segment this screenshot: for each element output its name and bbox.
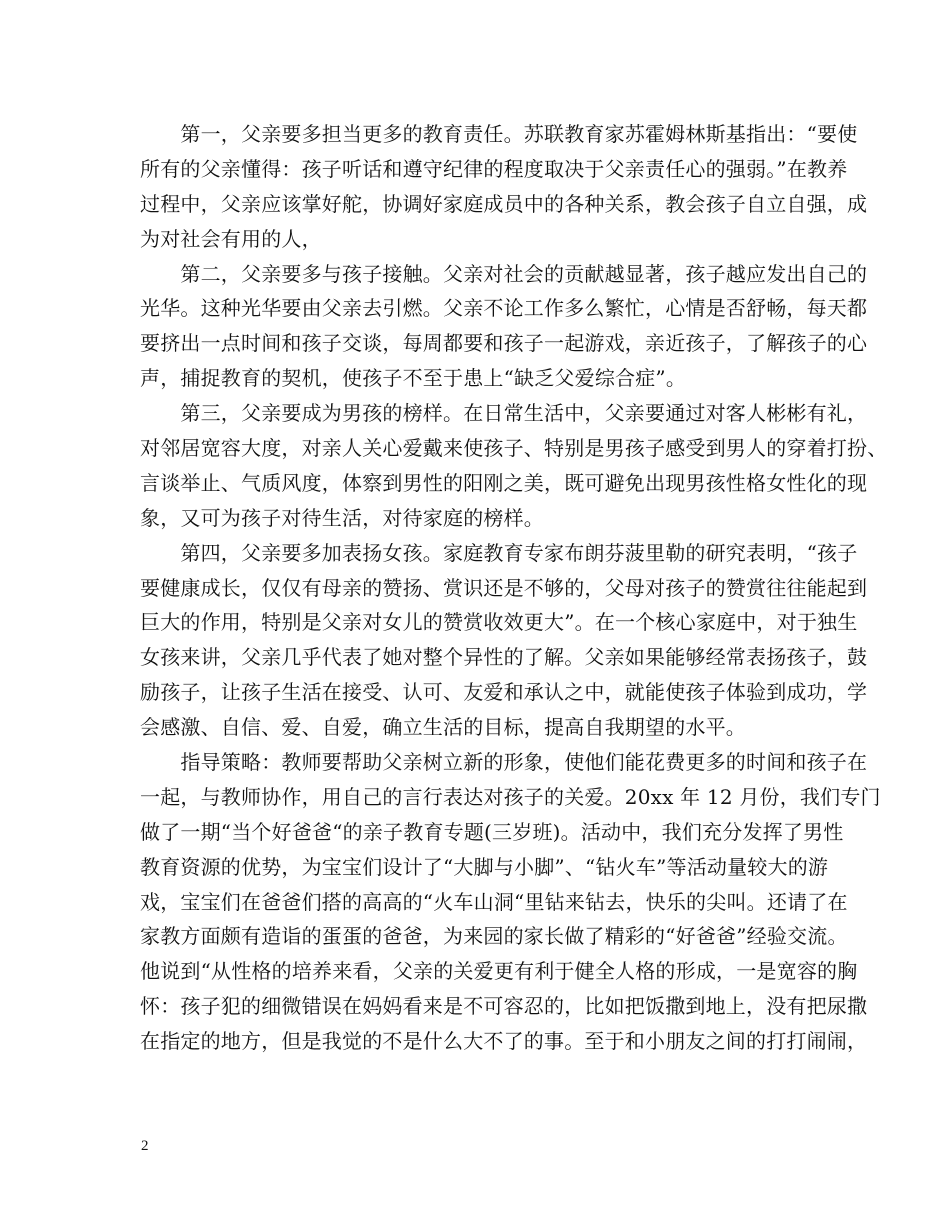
text-line: 指导策略：教师要帮助父亲树立新的形象，使他们能花费更多的时间和孩子在 [140,750,868,775]
text-line: 第四，父亲要多加表扬女孩。家庭教育专家布朗芬菠里勒的研究表明，“孩子 [140,540,858,565]
text-line: 在指定的地方，但是我觉的不是什么大不了的事。至于和小朋友之间的打打闹闹， [140,1029,868,1054]
text-line: 第一，父亲要多担当更多的教育责任。苏联教育家苏霍姆林斯基指出：“要使 [140,122,858,146]
text-line: 对邻居宽容大度，对亲人关心爱戴来使孩子、特别是男孩子感受到男人的穿着打扮、 [140,436,888,461]
text-line: 教育资源的优势，为宝宝们设计了“大脚与小脚”、“钻火车”等活动量较大的游 [140,854,829,879]
text-line: 怀：孩子犯的细微错误在妈妈看来是不可容忍的，比如把饭撒到地上，没有把尿撒 [140,994,868,1019]
text-line: 他说到“从性格的培养来看，父亲的关爱更有利于健全人格的形成，一是宽容的胸 [140,959,858,984]
text-line: 声，捕捉教育的契机，使孩子不至于患上“缺乏父爱综合症”。 [140,366,687,391]
text-line: 过程中，父亲应该掌好舵，协调好家庭成员中的各种关系，教会孩子自立自强，成 [140,191,868,216]
text-line: 女孩来讲，父亲几乎代表了她对整个异性的了解。父亲如果能够经常表扬孩子，鼓 [140,645,868,670]
text-line: 第二，父亲要多与孩子接触。父亲对社会的贡献越显著，孩子越应发出自己的 [140,261,868,286]
text-line: 会感激、自信、爱、自爱，确立生活的目标，提高自我期望的水平。 [140,715,746,740]
text-line: 为对社会有用的人， [140,226,322,251]
text-line: 象，又可为孩子对待生活，对待家庭的榜样。 [140,505,544,530]
text-line: 要健康成长，仅仅有母亲的赞扬、赏识还是不够的，父母对孩子的赞赏往往能起到 [140,575,868,600]
text-line: 第三，父亲要成为男孩的榜样。在日常生活中，父亲要通过对客人彬彬有礼， [140,401,868,426]
text-line: 戏，宝宝们在爸爸们搭的高高的“火车山洞“里钻来钻去，快乐的尖叫。还请了在 [140,889,848,914]
text-line: 光华。这种光华要由父亲去引燃。父亲不论工作多么繁忙，心情是否舒畅，每天都 [140,296,868,321]
page-number: 2 [141,1138,149,1154]
text-line: 做了一期“当个好爸爸“的亲子教育专题(三岁班)。活动中，我们充分发挥了男性 [140,819,844,844]
text-line: 励孩子，让孩子生活在接受、认可、友爱和承认之中，就能使孩子体验到成功，学 [140,680,868,705]
document-body [140,117,888,1059]
text-line: 言谈举止、气质风度，体察到男性的阳刚之美，既可避免出现男孩性格女性化的现 [140,470,868,495]
text-line: 巨大的作用，特别是父亲对女儿的赞赏收效更大”。在一个核心家庭中，对于独生 [140,610,858,635]
text-line: 家教方面颇有造诣的蛋蛋的爸爸，为来园的家长做了精彩的“好爸爸”经验交流。 [140,924,848,949]
text-line: 所有的父亲懂得：孩子听话和遵守纪律的程度取决于父亲责任心的强弱。”在教养 [140,156,848,181]
text-line: 一起，与教师协作，用自己的言行表达对孩子的关爱。20xx 年 12 月份，我们专门 [140,784,881,809]
text-line: 要挤出一点时间和孩子交谈，每周都要和孩子一起游戏，亲近孩子，了解孩子的心 [140,331,868,356]
